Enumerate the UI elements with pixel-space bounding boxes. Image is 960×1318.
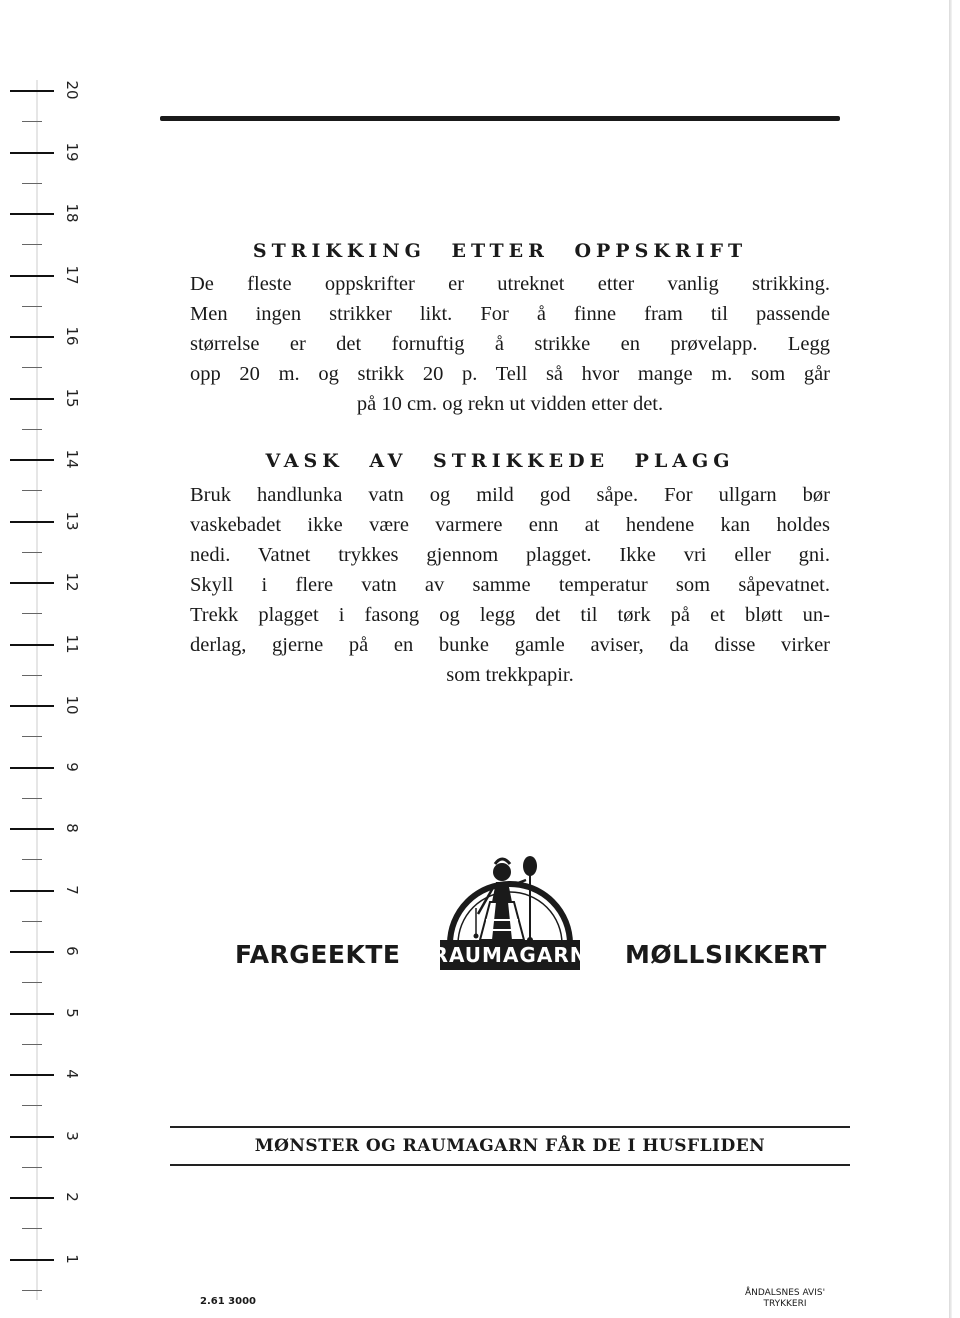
ruler-minor-tick bbox=[22, 183, 42, 184]
ruler-minor-tick bbox=[22, 121, 42, 122]
ruler-tick bbox=[10, 90, 54, 92]
text-line: vaskebadet ikke være varmere enn at hendene kan holdes bbox=[190, 514, 830, 536]
ruler-tick bbox=[10, 1197, 54, 1199]
ruler-minor-tick bbox=[22, 552, 42, 553]
ruler-number: 12 bbox=[63, 572, 81, 592]
ruler-number: 18 bbox=[63, 203, 81, 223]
text-line: Men ingen strikker likt. For å finne fram til passende bbox=[190, 303, 830, 325]
ruler-tick bbox=[10, 1259, 54, 1261]
ruler-tick bbox=[10, 459, 54, 461]
ruler-number: 15 bbox=[63, 388, 81, 408]
text-line: opp 20 m. og strikk 20 p. Tell så hvor mange m. som går bbox=[190, 363, 830, 385]
ruler-minor-tick bbox=[22, 736, 42, 737]
text-line: Trekk plagget i fasong og legg det til tørk på et bløtt un- bbox=[190, 604, 830, 626]
ruler-tick bbox=[10, 152, 54, 154]
ruler-minor-tick bbox=[22, 859, 42, 860]
section-heading-washing: VASK AV STRIKKEDE PLAGG bbox=[265, 450, 735, 472]
ruler-minor-tick bbox=[22, 367, 42, 368]
text-line: nedi. Vatnet trykkes gjennom plagget. Ikke vri eller gni. bbox=[190, 544, 830, 566]
ruler-tick bbox=[10, 1074, 54, 1076]
ruler-number: 14 bbox=[63, 449, 81, 469]
ruler-minor-tick bbox=[22, 1290, 42, 1291]
ruler-minor-tick bbox=[22, 1167, 42, 1168]
ruler-tick bbox=[10, 1013, 54, 1015]
ruler-tick bbox=[10, 828, 54, 830]
ruler-number: 1 bbox=[63, 1254, 81, 1264]
ruler-number: 17 bbox=[63, 265, 81, 285]
ruler-number: 19 bbox=[63, 142, 81, 162]
ruler-number: 7 bbox=[63, 885, 81, 895]
ruler-minor-tick bbox=[22, 1105, 42, 1106]
ruler-tick bbox=[10, 521, 54, 523]
ruler-minor-tick bbox=[22, 429, 42, 430]
ruler-tick bbox=[10, 644, 54, 646]
ruler-number: 5 bbox=[63, 1008, 81, 1018]
ruler-minor-tick bbox=[22, 675, 42, 676]
logo-left-text: FARGEEKTE bbox=[235, 940, 401, 969]
ruler-number: 6 bbox=[63, 946, 81, 956]
ruler-number: 8 bbox=[63, 823, 81, 833]
brand-badge bbox=[432, 940, 588, 970]
ruler-minor-tick bbox=[22, 306, 42, 307]
printer-line: ÅNDALSNES AVIS' bbox=[744, 1288, 826, 1298]
text-line: De fleste oppskrifter er utreknet etter vanlig strikking. bbox=[190, 273, 830, 295]
section-heading-knitting: STRIKKING ETTER OPPSKRIFT bbox=[252, 240, 748, 262]
ruler-tick bbox=[10, 336, 54, 338]
ruler-number: 13 bbox=[63, 511, 81, 531]
ruler-number: 9 bbox=[63, 762, 81, 772]
ruler-number: 10 bbox=[63, 695, 81, 715]
woman-with-spindle-icon bbox=[440, 840, 580, 950]
text-line: Skyll i flere vatn av samme temperatur som såpevatnet. bbox=[190, 574, 830, 596]
printer-imprint bbox=[740, 1288, 830, 1310]
ruler-minor-tick bbox=[22, 982, 42, 983]
ruler-number: 2 bbox=[63, 1192, 81, 1202]
top-divider bbox=[160, 116, 840, 121]
ruler-number: 3 bbox=[63, 1131, 81, 1141]
ruler-tick bbox=[10, 213, 54, 215]
ruler-minor-tick bbox=[22, 1228, 42, 1229]
text-line: størrelse er det fornuftig å strikke en prøvelapp. Legg bbox=[190, 333, 830, 355]
ruler-tick bbox=[10, 705, 54, 707]
footer-rule-bottom bbox=[170, 1164, 850, 1166]
ruler-minor-tick bbox=[22, 921, 42, 922]
printer-line: TRYKKERI bbox=[763, 1299, 807, 1309]
ruler-tick bbox=[10, 582, 54, 584]
ruler-tick bbox=[10, 767, 54, 769]
footer-title: MØNSTER OG RAUMAGARN FÅR DE I HUSFLIDEN bbox=[254, 1136, 766, 1156]
ruler-tick bbox=[10, 951, 54, 953]
ruler-minor-tick bbox=[22, 244, 42, 245]
ruler-minor-tick bbox=[22, 613, 42, 614]
ruler-tick bbox=[10, 398, 54, 400]
text-line: som trekkpapir. bbox=[446, 664, 574, 686]
text-line: Bruk handlunka vatn og mild god såpe. For ullgarn bør bbox=[190, 484, 830, 506]
ruler-minor-tick bbox=[22, 490, 42, 491]
ruler-number: 4 bbox=[63, 1069, 81, 1079]
footer-rule-top bbox=[170, 1126, 850, 1128]
page-edge bbox=[949, 0, 952, 1318]
paragraph-washing bbox=[190, 480, 830, 690]
ruler-minor-tick bbox=[22, 1044, 42, 1045]
ruler-tick bbox=[10, 890, 54, 892]
text-line: på 10 cm. og rekn ut vidden etter det. bbox=[356, 393, 664, 415]
print-code: 2.61 3000 bbox=[200, 1296, 256, 1307]
ruler-number: 11 bbox=[63, 634, 81, 654]
paragraph-knitting bbox=[190, 269, 830, 419]
logo-right-text: MØLLSIKKERT bbox=[625, 940, 827, 969]
ruler-number: 16 bbox=[63, 326, 81, 346]
cm-ruler bbox=[0, 0, 110, 1318]
text-line: derlag, gjerne på en bunke gamle aviser, da disse virker bbox=[190, 634, 830, 656]
ruler-number: 20 bbox=[63, 80, 81, 100]
ruler-tick bbox=[10, 275, 54, 277]
ruler-minor-tick bbox=[22, 798, 42, 799]
ruler-tick bbox=[10, 1136, 54, 1138]
raumagarn-logo bbox=[235, 840, 835, 980]
ruler-spine bbox=[36, 80, 38, 1300]
brand-name: RAUMAGARN bbox=[432, 943, 588, 967]
logo-emblem bbox=[432, 840, 588, 975]
